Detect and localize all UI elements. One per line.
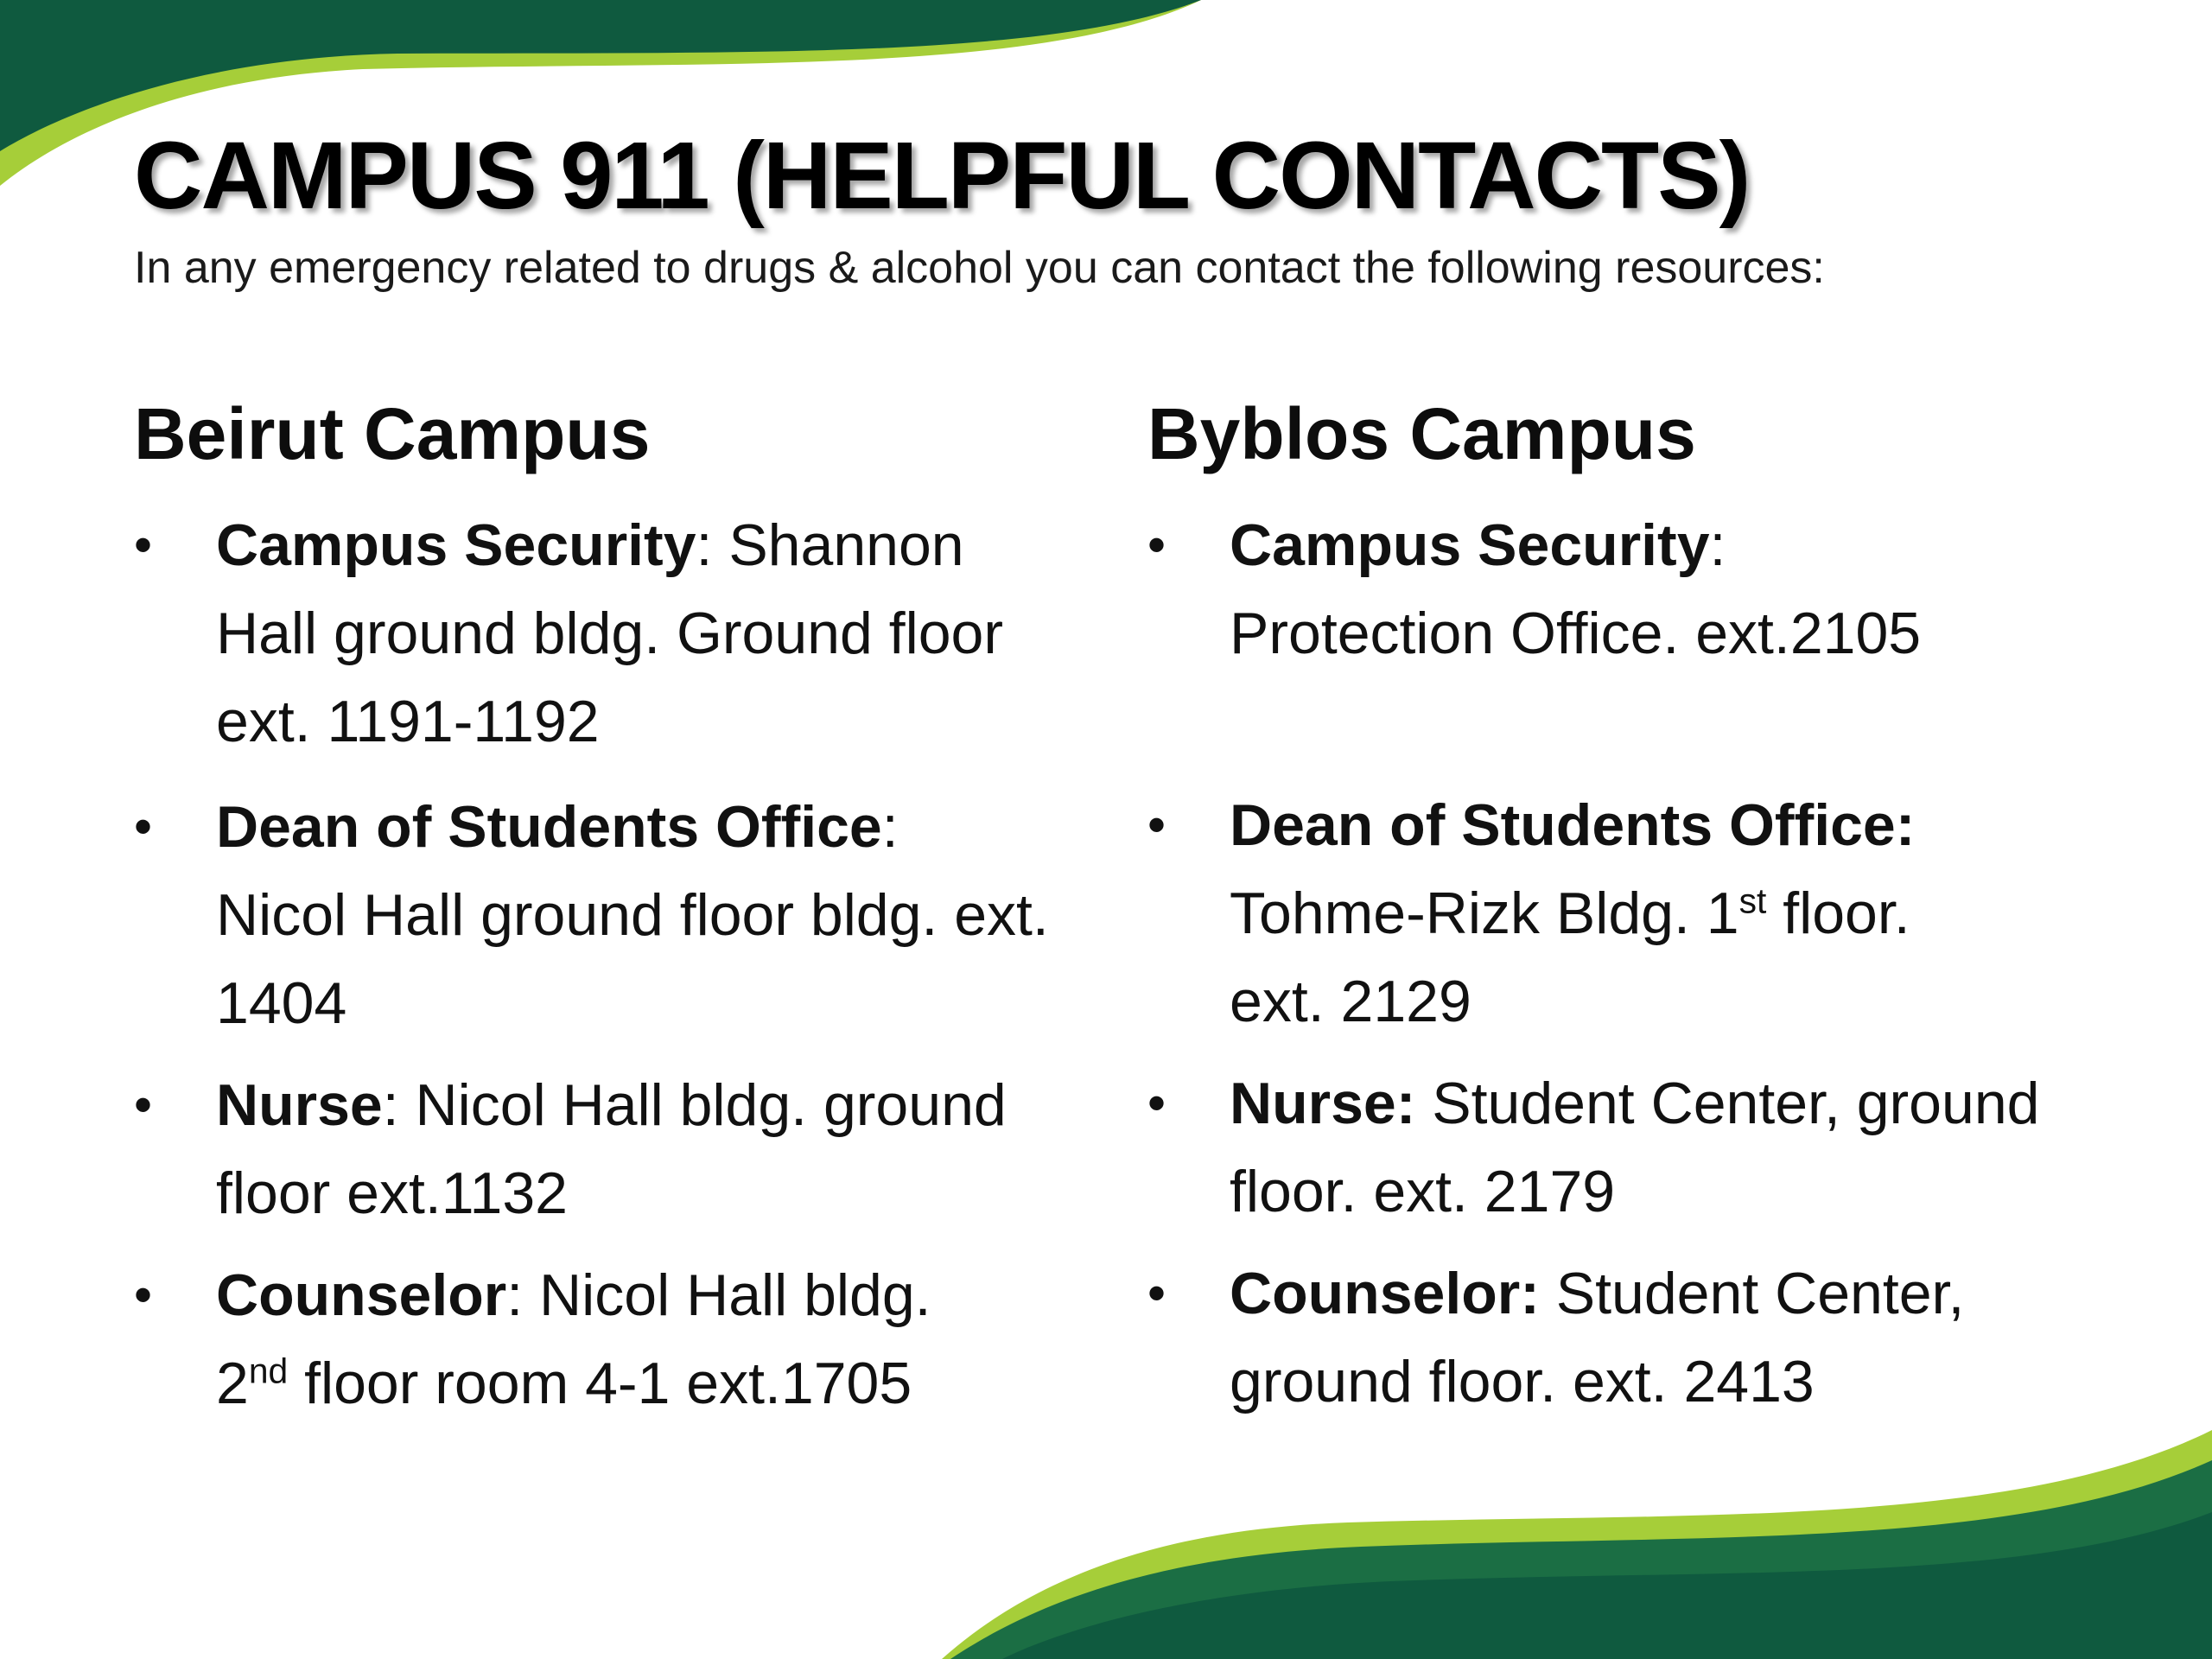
bullet-icon: •: [134, 516, 153, 574]
label-separator: :: [696, 512, 713, 578]
counselor-details-line1: Nicol Hall bldg.: [523, 1262, 931, 1328]
bullet-icon: •: [134, 1076, 153, 1134]
counselor-label: Counselor: [216, 1262, 507, 1328]
byblos-contact-list: [1147, 501, 2098, 1426]
page-subtitle: In any emergency related to drugs & alcohol you can contact the following resources:: [134, 243, 1825, 293]
page-title: CAMPUS 911 (HELPFUL CONTACTS): [134, 123, 1750, 229]
byblos-campus-heading: Byblos Campus: [1147, 393, 1696, 474]
dean-details: Nicol Hall ground floor bldg. ext. 1404: [216, 882, 1049, 1036]
bullet-icon: •: [1147, 1264, 1166, 1322]
bullet-icon: •: [134, 798, 153, 855]
nurse-details: Student Center, ground floor. ext. 2179: [1230, 1071, 2040, 1224]
counselor-room-ext: floor room 4-1 ext.1705: [288, 1351, 912, 1416]
label-separator: :: [382, 1072, 399, 1138]
security-label: Campus Security: [216, 512, 696, 578]
counselor-details-line2: [216, 1339, 1067, 1427]
label-separator: :: [506, 1262, 524, 1328]
nurse-label: Nurse: [216, 1072, 383, 1138]
bullet-icon: •: [134, 1266, 153, 1324]
nurse-label: Nurse:: [1230, 1071, 1416, 1136]
dean-label: Dean of Students Office: [216, 794, 882, 860]
bullet-icon: •: [1147, 796, 1166, 854]
nurse-details: Nicol Hall bldg. ground floor ext.1132: [216, 1072, 1007, 1226]
byblos-nurse-item: [1147, 1059, 2098, 1236]
beirut-campus-heading: Beirut Campus: [134, 393, 651, 474]
dean-building: Tohme-Rizk Bldg. 1: [1230, 880, 1739, 946]
beirut-nurse-item: [134, 1061, 1067, 1237]
beirut-counselor-item: [134, 1251, 1067, 1427]
counselor-details: Student Center, ground floor. ext. 2413: [1230, 1261, 1965, 1414]
bullet-icon: •: [1147, 516, 1166, 574]
ordinal-suffix: st: [1738, 880, 1767, 921]
byblos-campus-column: [1147, 389, 2098, 1426]
label-separator: :: [881, 794, 899, 860]
security-details: Protection Office. ext.2105: [1230, 601, 1922, 666]
bullet-icon: •: [1147, 1074, 1166, 1132]
beirut-campus-column: [134, 389, 1067, 1427]
security-details: Shannon Hall ground bldg. Ground floor ext. 1191-1192: [216, 512, 1003, 754]
byblos-security-item: [1147, 501, 2098, 677]
beirut-contact-list: [134, 501, 1067, 1427]
beirut-dean-item: [134, 783, 1067, 1047]
dean-label: Dean of Students Office:: [1230, 792, 1916, 858]
floor-number: 2: [216, 1351, 249, 1416]
byblos-counselor-item: [1147, 1249, 2098, 1426]
ordinal-suffix: nd: [248, 1351, 289, 1391]
security-label: Campus Security: [1230, 512, 1710, 578]
dean-details-line1: [1230, 869, 2098, 957]
dean-floor: floor.: [1766, 880, 1910, 946]
byblos-dean-item: [1147, 781, 2098, 1046]
beirut-security-item: [134, 501, 1067, 766]
dean-details-ext: ext. 2129: [1230, 969, 1471, 1034]
label-separator: :: [1709, 512, 1726, 578]
counselor-label: Counselor:: [1230, 1261, 1540, 1326]
